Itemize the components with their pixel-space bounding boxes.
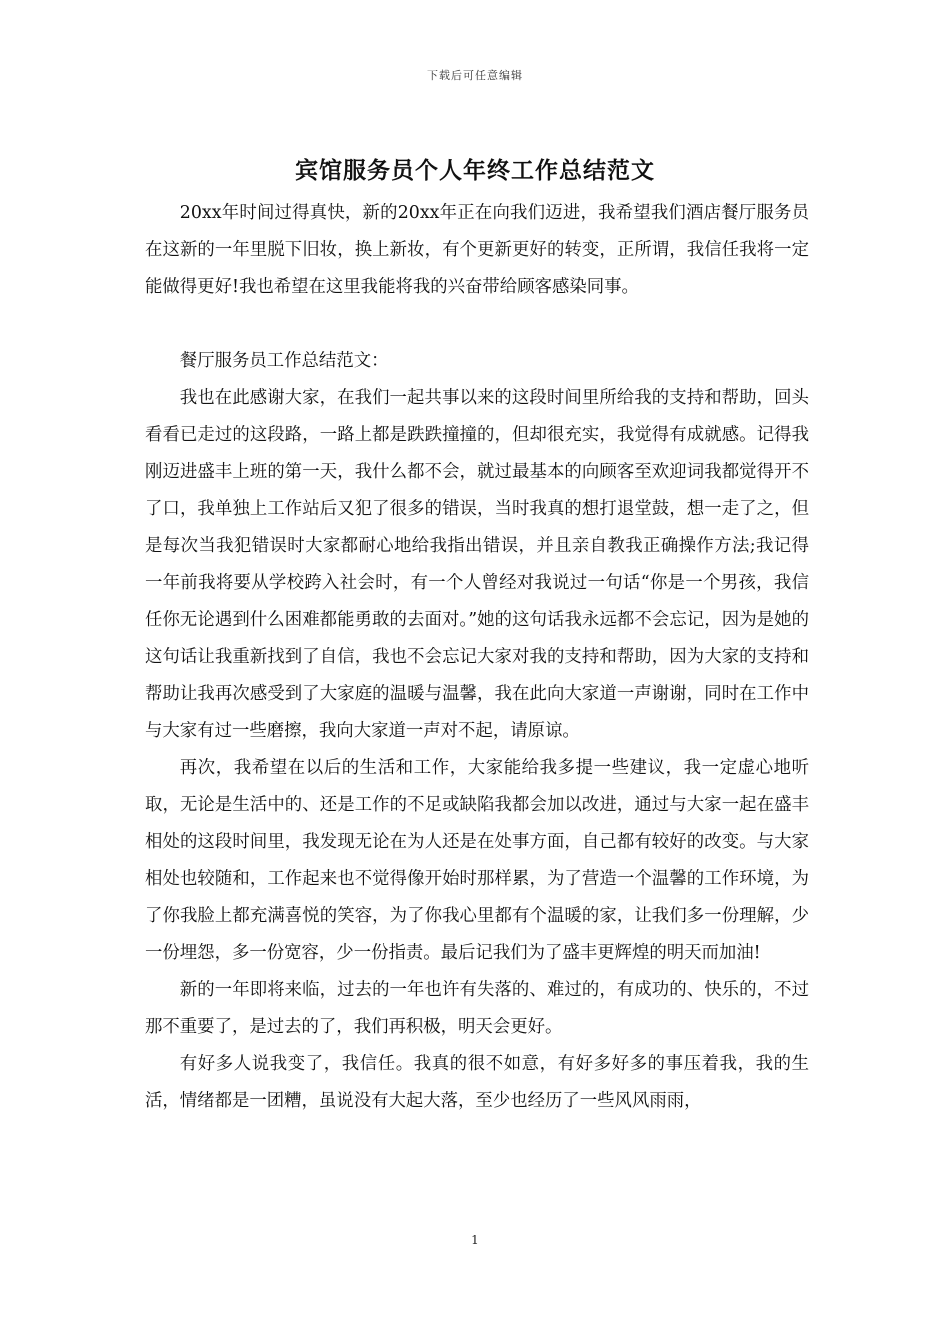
- paragraph-new-year: 新的一年即将来临，过去的一年也许有失落的、难过的，有成功的、快乐的，不过那不重要了，是过去的了，我们再积极，明天会更好。: [145, 980, 809, 1037]
- paragraph-suggestions: 再次，我希望在以后的生活和工作，大家能给我多提一些建议，我一定虚心地听取，无论是生活中的、还是工作的不足或缺陷我都会加以改进，通过与大家一起在盛丰相处的这段时间里，我发现无论在为人还是在处事方面，自己都有较好的改变。与大家相处也较随和，工作起来也不觉得像开始时那样累，为了营造一个温馨的工作环境，为了你我脸上都充满喜悦的笑容，为了你我心里都有个温暖的家，让我们多一份理解，少一份埋怨，多一份宽容，少一份指责。最后记我们为了盛丰更辉煌的明天而加油!: [145, 758, 809, 963]
- page-number: 1: [471, 1233, 479, 1247]
- document-title: 宾馆服务员个人年终工作总结范文: [295, 157, 655, 184]
- paragraph-intro: 20xx年时间过得真快，新的20xx年正在向我们迈进，我希望我们酒店餐厅服务员在这新的一年里脱下旧妆，换上新妆，有个更新更好的转变，正所谓，我信任我将一定能做得更好!我也希望在这里我能将我的兴奋带给顾客感染同事。: [145, 203, 809, 297]
- paragraph-changes: 有好多人说我变了，我信任。我真的很不如意，有好多好多的事压着我，我的生活，情绪都是一团糟，虽说没有大起大落，至少也经历了一些风风雨雨，: [145, 1054, 809, 1111]
- paragraph-section-heading: 餐厅服务员工作总结范文：: [179, 351, 389, 371]
- document-body: [145, 195, 809, 1120]
- header-note: 下载后可任意编辑: [427, 69, 523, 82]
- paragraph-thanks: 我也在此感谢大家，在我们一起共事以来的这段时间里所给我的支持和帮助，回头看看已走过的这段路，一路上都是跌跌撞撞的，但却很充实，我觉得有成就感。记得我刚迈进盛丰上班的第一天，我什么都不会，就过最基本的向顾客至欢迎词我都觉得开不了口，我单独上工作站后又犯了很多的错误，当时我真的想打退堂鼓，想一走了之，但是每次当我犯错误时大家都耐心地给我指出错误，并且亲自教我正确操作方法;我记得一年前我将要从学校跨入社会时，有一个人曾经对我说过一句话“你是一个男孩，我信任你无论遇到什么困难都能勇敢的去面对。”她的这句话我永远都不会忘记，因为是她的这句话让我重新找到了自信，我也不会忘记大家对我的支持和帮助，因为大家的支持和帮助让我再次感受到了大家庭的温暖与温馨，我在此向大家道一声谢谢，同时在工作中与大家有过一些磨擦，我向大家道一声对不起，请原谅。: [145, 388, 809, 741]
